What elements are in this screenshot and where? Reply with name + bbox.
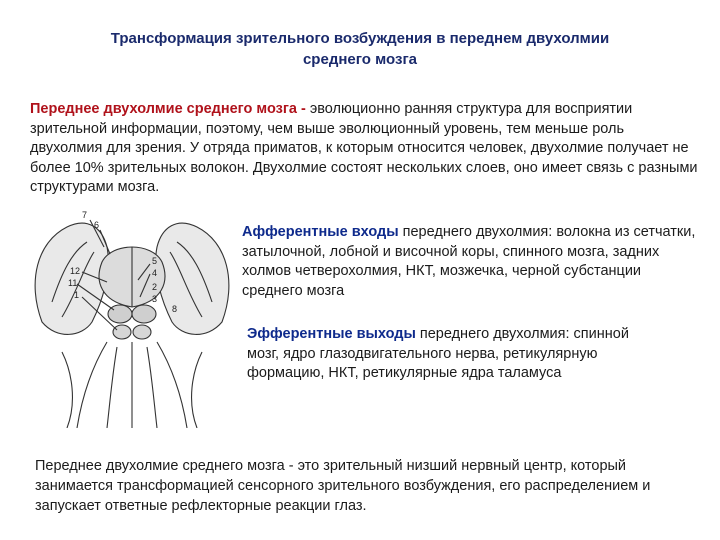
efferent-heading: Эфферентные выходы bbox=[247, 326, 416, 342]
figure-label: 4 bbox=[152, 268, 158, 278]
slide-title bbox=[60, 28, 660, 70]
summary-paragraph: Переднее двухолмие среднего мозга - это зрительный низший нервный центр, который занимается трансформацией сенсорного зрительного возбуждения, его распределением и запускает ответные рефлекторные реакции глаз. bbox=[35, 458, 651, 514]
figure-label: 8 bbox=[172, 304, 178, 314]
brain-illustration bbox=[22, 202, 242, 428]
figure-label: 3 bbox=[152, 294, 158, 304]
figure-label: 1 bbox=[74, 290, 80, 300]
figure-label: 6 bbox=[94, 220, 100, 230]
figure-label: 2 bbox=[152, 282, 158, 292]
intro-paragraph bbox=[30, 100, 700, 198]
efferent-outputs-block bbox=[247, 325, 657, 384]
title-line-1: Трансформация зрительного возбуждения в переднем двухолмии bbox=[110, 30, 610, 47]
figure-label: 5 bbox=[152, 256, 158, 266]
efferent-text: переднего двухолмия: спинной мозг, ядро глазодвигательного нерва, ретикулярную формацию, НКТ, ретикулярные ядра таламуса bbox=[247, 326, 629, 381]
figure-label: 7 bbox=[82, 210, 88, 220]
afferent-heading: Афферентные входы bbox=[242, 224, 399, 240]
figure-label: 12 bbox=[70, 266, 81, 276]
figure-label: 11 bbox=[68, 278, 78, 288]
intro-lead-term: Переднее двухолмие среднего мозга - bbox=[30, 101, 306, 117]
intro-text: эволюционно ранняя структура для восприятии зрительной информации, поэтому, чем выше эволюционный уровень, тем меньше роль двухолмия для зрения. У отряда приматов, к которым относится человек, двухолмие получает не более 10% зрительных волокон. Двухолмие состоят нескольких слоев, оно имеет связь с разными структурами мозга. bbox=[30, 101, 698, 195]
brainstem-drawing bbox=[22, 202, 242, 428]
title-line-2: среднего мозга bbox=[302, 51, 418, 68]
afferent-inputs-block bbox=[242, 223, 697, 301]
afferent-text: переднего двухолмия: волокна из сетчатки, затылочной, лобной и височной коры, спинного мозга, задних холмов четверохолмия, НКТ, мозжечка, черной субстанции среднего мозга bbox=[242, 224, 696, 299]
